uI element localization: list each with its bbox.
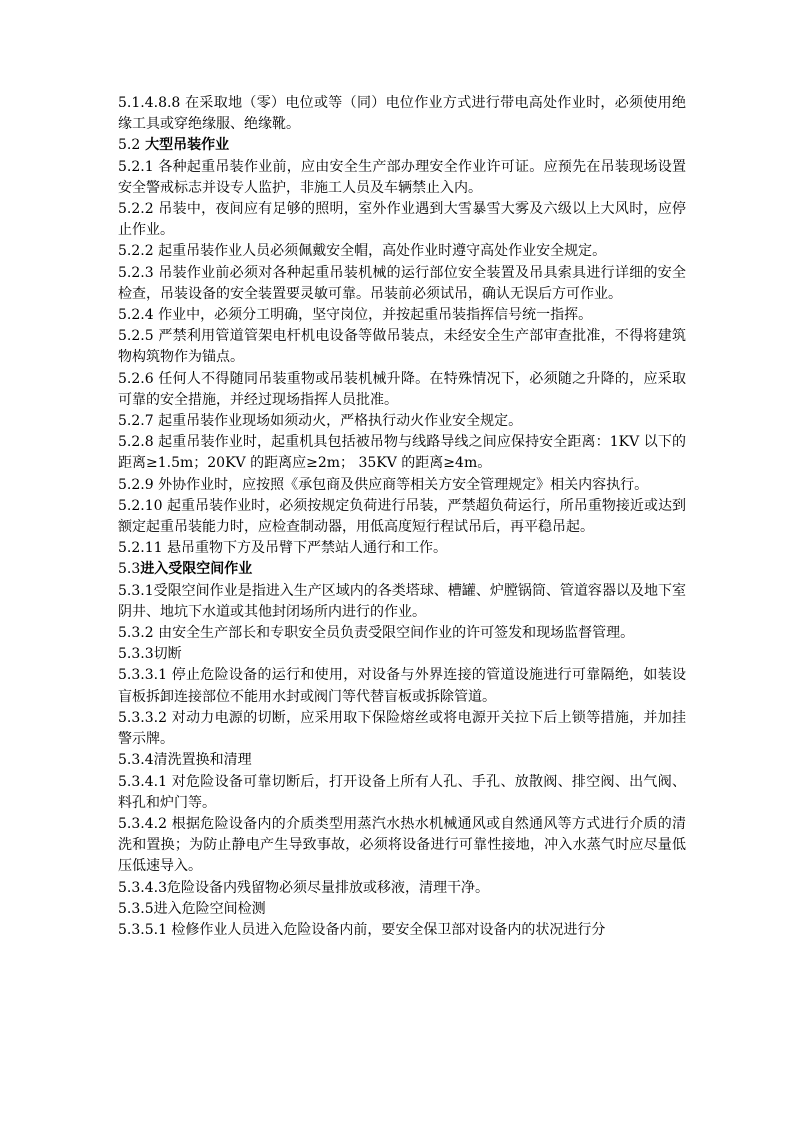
paragraph-5-3-4: 5.3.4清洗置换和清理 xyxy=(118,752,252,769)
paragraph-5-2-2-a: 5.2.2 吊装中，夜间应有足够的照明，室外作业遇到大雪暴雪大雾及六级以上大风时，应停止作业。 xyxy=(118,201,686,239)
paragraph-5-3-3-1: 5.3.3.1 停止危险设备的运行和使用，对设备与外界连接的管道设施进行可靠隔绝，如装设盲板拆卸连接部位不能用水封或阀门等代替盲板或拆除管道。 xyxy=(118,667,686,705)
paragraph-5-2-10: 5.2.10 起重吊装作业时，必须按规定负荷进行吊装，严禁超负荷运行，所吊重物接近或达到额定起重吊装能力时，应检查制动器，用低高度短行程试吊后，再平稳吊起。 xyxy=(118,497,686,536)
paragraph-5-2-11: 5.2.11 悬吊重物下方及吊臂下严禁站人通行和工作。 xyxy=(118,540,447,557)
paragraph-5-2-3: 5.2.3 吊装作业前必须对各种起重吊装机械的运行部位安全装置及吊具索具进行详细的安全检查，吊装设备的安全装置要灵敏可靠。吊装前必须试吊，确认无误后方可作业。 xyxy=(118,264,686,302)
paragraph-5-3-4-3: 5.3.4.3危险设备内残留物必须尽量排放或移液，清理干净。 xyxy=(118,879,489,896)
paragraph-5-3-5-1: 5.3.5.1 检修作业人员进入危险设备内前，要安全保卫部对设备内的状况进行分 xyxy=(118,921,606,938)
paragraph-5-3-5: 5.3.5进入危险空间检测 xyxy=(118,900,266,917)
paragraph-5-2-8: 5.2.8 起重吊装作业时，起重机具包括被吊物与线路导线之间应保持安全距离：1KV 以下的距离≥1.5m；20KV 的距离应≥2m； 35KV 的距离≥4m。 xyxy=(118,434,686,472)
paragraph-5-2-1: 5.2.1 各种起重吊装作业前，应由安全生产部办理安全作业许可证。应预先在吊装现场设置安全警戒标志并设专人监护，非施工人员及车辆禁止入内。 xyxy=(118,158,686,196)
paragraph-5-2-4: 5.2.4 作业中，必须分工明确，坚守岗位，并按起重吊装指挥信号统一指挥。 xyxy=(118,307,593,324)
paragraph-5-2-9: 5.2.9 外协作业时，应按照《承包商及供应商等相关方安全管理规定》相关内容执行。 xyxy=(118,476,649,493)
paragraph-5-3-3-2: 5.3.3.2 对动力电源的切断，应采用取下保险熔丝或将电源开关拉下后上锁等措施，并加挂警示牌。 xyxy=(118,709,686,748)
section-title: 大型吊装作业 xyxy=(145,137,230,154)
paragraph-5-3-4-1: 5.3.4.1 对危险设备可靠切断后，打开设备上所有人孔、手孔、放散阀、排空阀、出气阀、料孔和炉门等。 xyxy=(118,773,686,811)
section-number: 5.3 xyxy=(118,561,141,578)
paragraph-5-3-1: 5.3.1受限空间作业是指进入生产区域内的各类塔球、槽罐、炉膛锅筒、管道容器以及地下室阴井、地坑下水道或其他封闭场所内进行的作业。 xyxy=(118,582,686,620)
section-number: 5.2 xyxy=(118,137,141,154)
section-title: 进入受限空间作业 xyxy=(140,561,253,578)
paragraph-5-2-5: 5.2.5 严禁利用管道管架电杆机电设备等做吊装点，未经安全生产部审查批准，不得将建筑物构筑物作为锚点。 xyxy=(118,328,686,366)
paragraph-5-2-7: 5.2.7 起重吊装作业现场如须动火，严格执行动火作业安全规定。 xyxy=(118,413,523,430)
paragraph-5-3-4-2: 5.3.4.2 根据危险设备内的介质类型用蒸汽水热水机械通风或自然通风等方式进行介质的清洗和置换；为防止静电产生导致事故，必须将设备进行可靠性接地，冲入水蒸气时应尽量低压低速导入。 xyxy=(118,815,686,875)
section-heading-5-3 xyxy=(118,559,686,580)
paragraph-5-2-6: 5.2.6 任何人不得随同吊装重物或吊装机械升降。在特殊情况下，必须随之升降的，应采取可靠的安全措施，并经过现场指挥人员批准。 xyxy=(118,370,686,408)
paragraph-5-3-2: 5.3.2 由安全生产部长和专职安全员负责受限空间作业的许可签发和现场监督管理。 xyxy=(118,625,635,642)
section-heading-5-2 xyxy=(118,135,686,156)
paragraph-5-3-3: 5.3.3切断 xyxy=(118,646,182,663)
paragraph-5-2-2-b: 5.2.2 起重吊装作业人员必须佩戴安全帽，高处作业时遵守高处作业安全规定。 xyxy=(118,243,607,260)
paragraph-5-1-4-8-8: 5.1.4.8.8 在采取地（零）电位或等（同）电位作业方式进行带电高处作业时，必须使用绝缘工具或穿绝缘服、绝缘靴。 xyxy=(118,95,686,133)
document-page xyxy=(118,93,686,941)
